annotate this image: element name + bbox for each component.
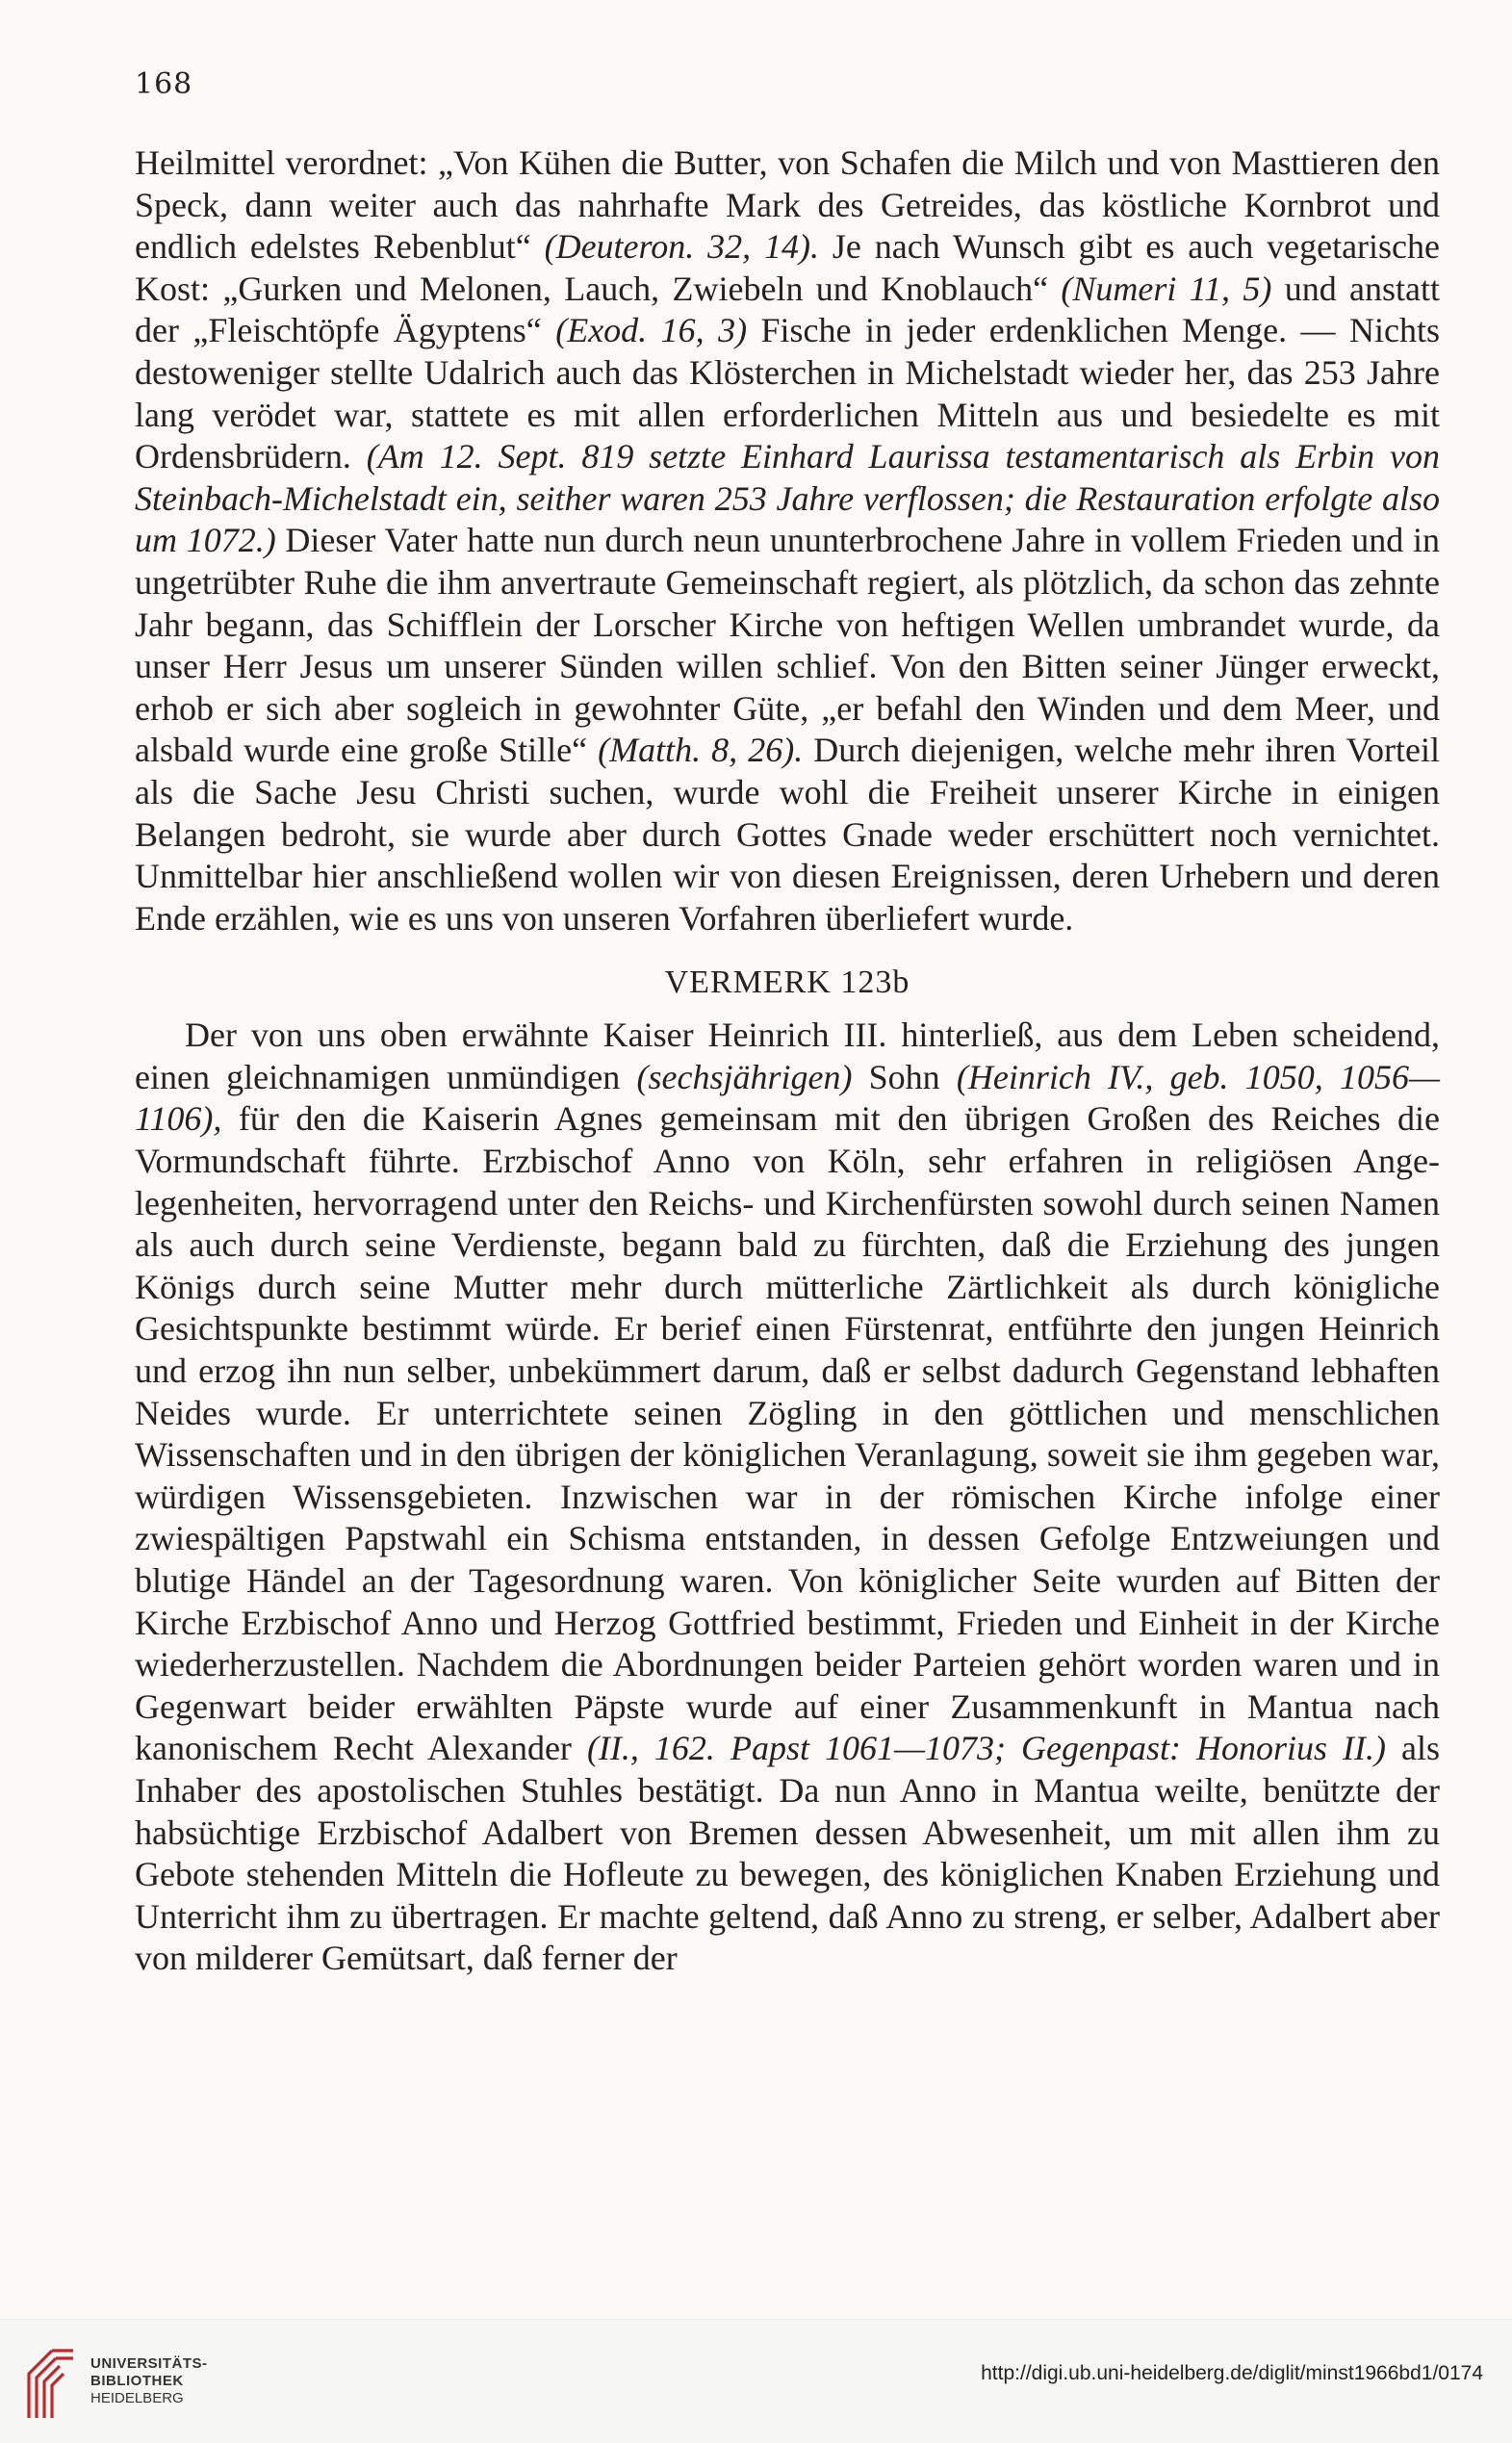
- body-text: Heilmittel verordnet: „Von Kühen die Butter, von Schafen die Milch und von Masttieren den Speck, dann weiter auch das nahrhafte Mark des Getreides, das köstliche Kornbrot und endlich edelstes Rebenblut“: [135, 143, 1440, 267]
- page-number: 168: [135, 67, 193, 101]
- citation-text: (Matth. 8, 26).: [598, 731, 804, 770]
- citation-text: (Deuteron. 32, 14).: [544, 227, 820, 267]
- body-text: und anstatt der „Fleischtöpfe Ägyptens“: [135, 269, 1440, 350]
- footer-bar: [0, 2319, 1512, 2443]
- body-text: Durch diejenigen, welche mehr ihren Vorteil als die Sache Jesu Christi suchen, wurde wohl die Freiheit unserer Kirche in einigen Belangen bedroht, sie wurde aber durch Gottes Gnade weder erschüttert noch vernichtet. Unmittelbar hier anschließend wollen wir von diesen Ereignissen, deren Urhebern und deren Ende erzählen, wie es uns von unseren Vorfahren überliefert wurde.: [135, 731, 1440, 938]
- citation-text: (II., 162. Papst 1061—1073; Gegenpast: Honorius II.): [586, 1729, 1386, 1768]
- citation-text: (Am 12. Sept. 819 setzte Einhard Laurissa testamentarisch als Erbin von Steinbach-Michelstadt ein, seither waren 253 Jahre verflossen; die Restauration erfolgte also um 1072.): [135, 437, 1440, 560]
- library-logo-icon: [23, 2343, 77, 2420]
- citation-text: (Heinrich IV., geb. 1050, 1056—1106),: [135, 1057, 1440, 1139]
- library-logo-text: [90, 2355, 208, 2407]
- citation-text: (Numeri 11, 5): [1061, 269, 1272, 308]
- body-text: Je nach Wunsch gibt es auch vegetarische Kost: „Gurken und Melonen, Lauch, Zwiebeln und Knoblauch“: [135, 227, 1441, 308]
- section-heading: VERMERK 123b: [664, 964, 910, 1001]
- body-text: Sohn: [852, 1057, 957, 1096]
- body-text: Dieser Vater hatte nun durch neun ununterbrochene Jahre in vollem Frieden und in ungetrübter Ruhe die ihm anvertraute Gemeinschaft regiert, als plötzlich, da schon das zehnte Jahr begann, das Schifflein der Lorscher Kirche von heftigen Wellen umbrandet wurde, da unser Herr Jesus um unserer Sünden willen schlief. Von den Bitten seiner Jünger erweckt, erhob er sich aber sogleich in gewohnter Güte, „er befahl den Winden und dem Meer, und alsbald wurde eine große Stille“: [135, 521, 1440, 770]
- paragraph-1: [135, 142, 1440, 939]
- citation-text: (Exod. 16, 3): [555, 311, 748, 350]
- logo-line-3: HEIDELBERG: [90, 2390, 184, 2406]
- logo-line-1: UNIVERSITÄTS-: [90, 2355, 208, 2372]
- body-text: als Inhaber des apostolischen Stuhles bestätigt. Da nun Anno in Mantua weilte, benützte der habsüchtige Erzbischof Adalbert von Bremen dessen Abwesenheit, um mit allen ihm zu Gebote stehenden Mitteln die Hofleute zu bewegen, des königlichen Knaben Erziehung und Unterricht ihm zu übertragen. Er machte geltend, daß Anno zu streng, er selber, Adalbert aber von milderer Gemütsart, daß ferner der: [135, 1729, 1440, 1978]
- body-text: Der von uns oben erwähnte Kaiser Heinrich III. hinterließ, aus dem Leben scheidend, einen gleichnamigen unmündigen: [135, 1016, 1440, 1096]
- paragraph-2: [135, 1015, 1440, 1980]
- library-logo[interactable]: [23, 2343, 208, 2420]
- body-text: Fische in jeder erdenklichen Menge. — Nichts destoweniger stellte Udalrich auch das Klösterchen in Michelstadt wieder her, das 253 Jahre lang verödet war, stattete es mit allen erforderlichen Mitteln aus und besiedelte es mit Ordensbrüdern.: [135, 311, 1440, 476]
- main-text: [135, 142, 1440, 1980]
- body-text: für den die Kaiserin Agnes gemeinsam mit den übrigen Großen des Reiches die Vormundschaft führte. Erzbischof Anno von Köln, sehr erfahren in religiösen Angelegenheiten, hervorragend unter den Reichs- und Kirchenfürsten sowohl durch seinen Namen als auch durch seine Verdienste, begann bald zu fürchten, daß die Erziehung des jungen Königs durch seine Mutter mehr durch mütterliche Zärtlichkeit als durch königliche Gesichtspunkte bestimmt würde. Er berief einen Fürstenrat, entführte den jungen Heinrich und erzog ihn nun selber, unbekümmert darum, daß er selbst dadurch Gegenstand lebhaften Neides wurde. Er unterrichtete seinen Zögling in den göttlichen und menschlichen Wissenschaften und in den übrigen der königlichen Veranlagung, soweit sie ihm gegeben war, würdigen Wissensgebieten. Inzwischen war in der römischen Kirche infolge einer zwiespältigen Papstwahl ein Schisma entstanden, in dessen Gefolge Entzweiungen und blutige Händel an der Tagesordnung waren. Von königlicher Seite wurden auf Bitten der Kirche Erzbischof Anno und Herzog Gottfried bestimmt, Frieden und Einheit in der Kirche wiederherzustellen. Nachdem die Abordnungen beider Parteien gehört worden waren und in Gegenwart beider erwählten Päpste wurde auf einer Zusammenkunft in Mantua nach kanonischem Recht Alexander: [135, 1099, 1440, 1768]
- logo-line-2: BIBLIOTHEK: [90, 2373, 184, 2389]
- citation-text: (sechsjährigen): [636, 1057, 853, 1096]
- source-url-link[interactable]: http://digi.ub.uni-heidelberg.de/diglit/minst1966bd1/0174: [981, 2362, 1483, 2384]
